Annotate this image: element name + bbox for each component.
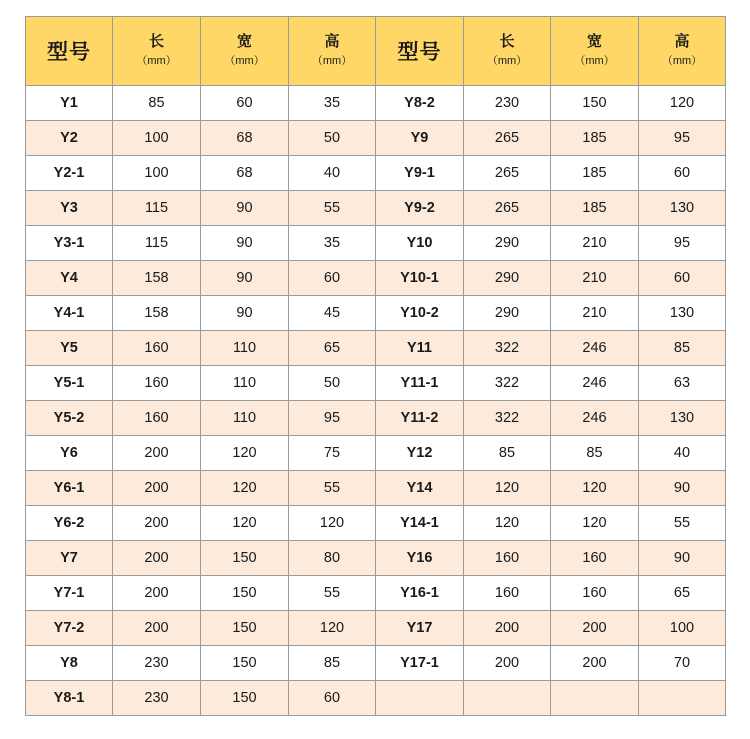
- cell-model: Y3: [26, 191, 113, 226]
- header-height-label-2: 高: [674, 33, 690, 50]
- cell-width: 150: [201, 611, 289, 646]
- cell-length-2: [464, 681, 551, 716]
- header-width-label: 宽: [236, 33, 252, 50]
- cell-height: 45: [289, 296, 376, 331]
- cell-height: 120: [289, 611, 376, 646]
- cell-model-2: Y11: [376, 331, 464, 366]
- cell-length: 115: [113, 226, 201, 261]
- header-length-unit-2: （mm）: [486, 55, 528, 67]
- header-length-2: [464, 17, 551, 86]
- cell-model-2: Y16: [376, 541, 464, 576]
- table-row: [26, 576, 726, 611]
- cell-model-2: Y10-2: [376, 296, 464, 331]
- cell-length-2: 230: [464, 86, 551, 121]
- cell-width-2: 160: [551, 541, 639, 576]
- cell-model-2: Y11-1: [376, 366, 464, 401]
- cell-model: Y4-1: [26, 296, 113, 331]
- cell-height-2: 130: [639, 191, 726, 226]
- cell-model: Y2: [26, 121, 113, 156]
- cell-model: Y8-1: [26, 681, 113, 716]
- cell-width-2: [551, 681, 639, 716]
- cell-model-2: Y9-2: [376, 191, 464, 226]
- cell-height: 80: [289, 541, 376, 576]
- cell-height: 35: [289, 86, 376, 121]
- cell-model: Y7-2: [26, 611, 113, 646]
- table-row: [26, 366, 726, 401]
- cell-width: 150: [201, 681, 289, 716]
- cell-length-2: 290: [464, 261, 551, 296]
- cell-length: 230: [113, 646, 201, 681]
- cell-height: 40: [289, 156, 376, 191]
- cell-height-2: 95: [639, 226, 726, 261]
- cell-width: 150: [201, 646, 289, 681]
- cell-length: 158: [113, 296, 201, 331]
- cell-width-2: 210: [551, 296, 639, 331]
- cell-model-2: Y10-1: [376, 261, 464, 296]
- header-width-unit: （mm）: [224, 55, 265, 67]
- cell-height: 60: [289, 261, 376, 296]
- cell-height: 85: [289, 646, 376, 681]
- cell-width-2: 246: [551, 401, 639, 436]
- cell-model-2: Y10: [376, 226, 464, 261]
- table-row: [26, 156, 726, 191]
- cell-model: Y7: [26, 541, 113, 576]
- cell-width-2: 200: [551, 646, 639, 681]
- cell-height: 50: [289, 121, 376, 156]
- cell-height-2: 60: [639, 156, 726, 191]
- cell-width-2: 120: [551, 506, 639, 541]
- cell-model: Y5-1: [26, 366, 113, 401]
- cell-model-2: [376, 681, 464, 716]
- cell-length-2: 322: [464, 366, 551, 401]
- cell-width-2: 246: [551, 366, 639, 401]
- cell-length-2: 200: [464, 646, 551, 681]
- cell-model-2: Y8-2: [376, 86, 464, 121]
- table-row: [26, 226, 726, 261]
- table-header: [26, 17, 726, 86]
- cell-model: Y5: [26, 331, 113, 366]
- cell-length-2: 265: [464, 191, 551, 226]
- cell-length: 160: [113, 331, 201, 366]
- cell-height-2: 100: [639, 611, 726, 646]
- table-row: [26, 646, 726, 681]
- cell-height: 55: [289, 191, 376, 226]
- cell-length: 85: [113, 86, 201, 121]
- header-height-label: 高: [324, 33, 340, 50]
- cell-height: 55: [289, 471, 376, 506]
- cell-length: 200: [113, 436, 201, 471]
- table-body: [26, 86, 726, 716]
- header-length-label-2: 长: [499, 33, 515, 50]
- cell-length-2: 265: [464, 156, 551, 191]
- cell-width: 110: [201, 331, 289, 366]
- cell-length-2: 290: [464, 296, 551, 331]
- table-row: [26, 681, 726, 716]
- cell-height-2: 130: [639, 401, 726, 436]
- cell-length: 200: [113, 471, 201, 506]
- cell-height: 35: [289, 226, 376, 261]
- cell-length-2: 120: [464, 471, 551, 506]
- header-height: [289, 17, 376, 86]
- cell-height-2: [639, 681, 726, 716]
- cell-length: 230: [113, 681, 201, 716]
- cell-width: 90: [201, 226, 289, 261]
- header-length: [113, 17, 201, 86]
- header-height-unit-2: （mm）: [661, 55, 703, 67]
- header-width: [201, 17, 289, 86]
- header-width-unit-2: （mm）: [574, 55, 615, 67]
- size-spec-table: [25, 16, 726, 716]
- cell-width-2: 185: [551, 121, 639, 156]
- cell-model-2: Y14-1: [376, 506, 464, 541]
- cell-model: Y8: [26, 646, 113, 681]
- cell-length-2: 200: [464, 611, 551, 646]
- cell-length-2: 322: [464, 331, 551, 366]
- cell-width: 110: [201, 366, 289, 401]
- cell-model: Y5-2: [26, 401, 113, 436]
- table-row: [26, 121, 726, 156]
- cell-length: 100: [113, 156, 201, 191]
- cell-height-2: 40: [639, 436, 726, 471]
- table-row: [26, 331, 726, 366]
- cell-width: 150: [201, 541, 289, 576]
- cell-length-2: 160: [464, 576, 551, 611]
- cell-length: 115: [113, 191, 201, 226]
- cell-model-2: Y17: [376, 611, 464, 646]
- cell-height-2: 130: [639, 296, 726, 331]
- cell-height-2: 85: [639, 331, 726, 366]
- cell-height-2: 60: [639, 261, 726, 296]
- cell-length-2: 85: [464, 436, 551, 471]
- cell-height: 120: [289, 506, 376, 541]
- cell-length: 200: [113, 611, 201, 646]
- cell-length-2: 120: [464, 506, 551, 541]
- cell-length: 100: [113, 121, 201, 156]
- header-length-label: 长: [148, 33, 164, 50]
- header-height-unit: （mm）: [311, 55, 353, 67]
- table-row: [26, 401, 726, 436]
- table-row: [26, 471, 726, 506]
- cell-model-2: Y17-1: [376, 646, 464, 681]
- cell-length-2: 265: [464, 121, 551, 156]
- cell-width: 110: [201, 401, 289, 436]
- cell-model-2: Y9-1: [376, 156, 464, 191]
- cell-height-2: 120: [639, 86, 726, 121]
- header-row: [26, 17, 726, 86]
- cell-width: 68: [201, 156, 289, 191]
- cell-width-2: 246: [551, 331, 639, 366]
- cell-height-2: 90: [639, 471, 726, 506]
- cell-width-2: 185: [551, 156, 639, 191]
- cell-width-2: 120: [551, 471, 639, 506]
- cell-height-2: 90: [639, 541, 726, 576]
- cell-width-2: 200: [551, 611, 639, 646]
- cell-height-2: 95: [639, 121, 726, 156]
- cell-width: 120: [201, 506, 289, 541]
- cell-width-2: 85: [551, 436, 639, 471]
- cell-height-2: 55: [639, 506, 726, 541]
- cell-height: 65: [289, 331, 376, 366]
- cell-model-2: Y9: [376, 121, 464, 156]
- cell-height: 55: [289, 576, 376, 611]
- cell-model-2: Y12: [376, 436, 464, 471]
- table-row: [26, 541, 726, 576]
- cell-length: 200: [113, 506, 201, 541]
- table-row: [26, 436, 726, 471]
- cell-width: 60: [201, 86, 289, 121]
- cell-width: 90: [201, 261, 289, 296]
- cell-length: 200: [113, 541, 201, 576]
- cell-length: 200: [113, 576, 201, 611]
- header-model-2: 型号: [376, 17, 464, 86]
- cell-model-2: Y16-1: [376, 576, 464, 611]
- table-row: [26, 261, 726, 296]
- cell-width: 68: [201, 121, 289, 156]
- cell-length: 160: [113, 401, 201, 436]
- cell-model: Y6: [26, 436, 113, 471]
- cell-model: Y7-1: [26, 576, 113, 611]
- cell-height: 75: [289, 436, 376, 471]
- cell-model-2: Y14: [376, 471, 464, 506]
- cell-model: Y1: [26, 86, 113, 121]
- cell-length-2: 322: [464, 401, 551, 436]
- cell-width: 90: [201, 191, 289, 226]
- cell-length: 158: [113, 261, 201, 296]
- cell-length-2: 290: [464, 226, 551, 261]
- cell-model: Y6-2: [26, 506, 113, 541]
- cell-height: 60: [289, 681, 376, 716]
- cell-height: 95: [289, 401, 376, 436]
- cell-width-2: 210: [551, 226, 639, 261]
- cell-model-2: Y11-2: [376, 401, 464, 436]
- cell-length: 160: [113, 366, 201, 401]
- table-row: [26, 191, 726, 226]
- table-row: [26, 611, 726, 646]
- cell-height: 50: [289, 366, 376, 401]
- cell-model: Y6-1: [26, 471, 113, 506]
- cell-length-2: 160: [464, 541, 551, 576]
- header-length-unit: （mm）: [136, 55, 177, 67]
- cell-height-2: 70: [639, 646, 726, 681]
- cell-width: 90: [201, 296, 289, 331]
- cell-width-2: 210: [551, 261, 639, 296]
- cell-width-2: 150: [551, 86, 639, 121]
- cell-width: 120: [201, 436, 289, 471]
- cell-height-2: 65: [639, 576, 726, 611]
- header-model: 型号: [26, 17, 113, 86]
- table-row: [26, 506, 726, 541]
- cell-width: 150: [201, 576, 289, 611]
- table-row: [26, 86, 726, 121]
- cell-width-2: 185: [551, 191, 639, 226]
- cell-model: Y3-1: [26, 226, 113, 261]
- cell-height-2: 63: [639, 366, 726, 401]
- header-width-label-2: 宽: [586, 33, 602, 50]
- header-height-2: [639, 17, 726, 86]
- table-row: [26, 296, 726, 331]
- cell-width-2: 160: [551, 576, 639, 611]
- header-width-2: [551, 17, 639, 86]
- cell-model: Y4: [26, 261, 113, 296]
- cell-model: Y2-1: [26, 156, 113, 191]
- cell-width: 120: [201, 471, 289, 506]
